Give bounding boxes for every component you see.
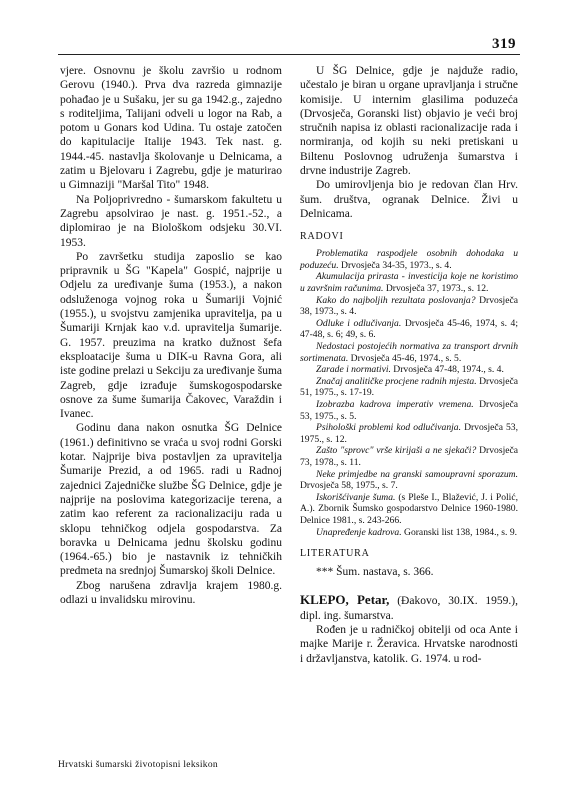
header-rule [58,54,520,55]
radovi-item: Unapređenje kadrova. Goranski list 138, 1984., s. 9. [316,526,518,538]
radovi-item: Izobrazba kadrova imperativ vremena. Drvosječa 53, 1975., s. 5. [300,398,518,422]
page-footer: Hrvatski šumarski životopisni leksikon [58,760,218,770]
page-number: 319 [492,36,516,52]
radovi-item: Neke primjedbe na granski samoupravni sporazum. Drvosječa 58, 1975., s. 7. [300,468,518,492]
radovi-item: Nedostaci postojećih normativa za transport drvnih sortimenata. Drvosječa 45-46, 1974., s. 5. [300,341,518,364]
left-paragraph-5: Zbog narušena zdravlja krajem 1980.g. odlazi u invalidsku mirovinu. [60,579,282,606]
radovi-item: Značaj analitičke procjene radnih mjesta. Drvosječa 51, 1975., s. 17-19. [300,375,518,399]
next-entry-text: Rođen je u radničkoj obitelji od oca Ante i majke Marije r. Žeravica. Hrvatske narodnosti i državljanstva, katolik. G. 1974. u rod- [300,624,518,665]
radovi-heading: RADOVI [300,231,344,243]
left-paragraph-1: vjere. Osnovnu je školu završio u rodnom Gerovu (1940.). Prva dva razreda gimnazije pohađao je u Sušaku, jer su ga 1942.g., zajedno s roditeljima, Talijani odveli u logor na Rab, a potom u Gonars kod Udina. Tu ostaje zatočen do kapitulacije Italije 1943. Tek nast. g. 1944.-45. nastavlja školovanje u Delnicama, a zatim u Bjelovaru i Zagrebu, gdje je maturirao u Gimnaziji "Maršal Tito" 1948. [60,65,282,192]
radovi-list [300,248,518,538]
next-entry-heading [300,593,518,623]
radovi-item: Zarade i normativi. Drvosječa 47-48, 1974., s. 4. [316,364,504,376]
right-paragraph-1: U ŠG Delnice, gdje je najduže radio, učestalo je biran u organe upravljanja i stručne komisije. U internim glasilima poduzeća (Drvosječa, Goranski list) objavio je veći broj stručnih napisa iz oblasti racionalizacije rada i normiranja, od kojih su neki pretiskani u Biltenu Poslovnog udruženja šumarstva i drvne industrije Zagreb. [300,65,518,178]
next-entry-name: KLEPO, Petar, [300,592,390,608]
radovi-item: Kako do najboljih rezultata poslovanja? Drvosječa 38, 1973., s. 4. [300,294,518,318]
left-paragraph-2: Na Poljoprivredno - šumarskom fakultetu u Zagrebu apsolvirao je nast. g. 1951.-52., a diplomirao je na Biološkom odsjeku 30.VI. 1953. [60,193,282,249]
radovi-item: Iskorišćivanje šuma. (s Pleše I., Blažević, J. i Polić, A.). Zbornik Šumsko gospodarstvo Delnice 1960-1980. Delnice 1981., s. 243-266. [300,491,518,526]
left-paragraph-4: Godinu dana nakon osnutka ŠG Delnice (1961.) definitivno se vraća u svoj rodni Gorski kotar. Najprije biva postavljen za upravitelja Šumarije Prezid, a od 1965. radi u Radnoj zajednici Zajedničke službe ŠG Delnice, gdje je najprije na poslovima kategorizacije terena, a zatim kao referent za racionalizaciju rada u sklopu tehničkog odjela gospodarstva. Za boravka u Delnicama jednu školsku godinu (1964.-65.) bio je nastavnik iz tehničkih predmeta na srednjoj Šumarskoj školi Delnice. [60,422,282,578]
radovi-item: Problematika raspodjele osobnih dohodaka u poduzeću. Drvosječa 34-35, 1973., s. 4. [300,248,518,271]
next-entry [300,593,518,665]
radovi-item: Zašto "sprovc" vrše kirijaši a ne sjekači? Drvosječa 73, 1978., s. 11. [300,445,519,468]
right-paragraph-2: Do umirovljenja bio je redovan član Hrv. šum. društva, ogranak Delnice. Živi u Delnicama. [300,179,518,220]
radovi-item: Psihološki problemi kod odlučivanja. Drvosječa 53, 1975., s. 12. [300,422,519,445]
literatura-item: *** Šum. nastava, s. 366. [316,566,434,579]
radovi-item: Odluke i odlučivanja. Drvosječa 45-46, 1974, s. 4; 47-48, s. 6; 49, s. 6. [300,317,519,341]
right-column [300,64,518,666]
left-column [60,64,282,607]
next-entry-intro: (Đakovo, 30.IX. 1959.), dipl. ing. šumarstva. [300,595,519,622]
left-paragraph-3: Po završetku studija zaposlio se kao pripravnik u ŠG "Kapela" Gospić, najprije u Odjelu za uređivanje šuma (1953.), a nakon odsluženoga vojnog roka u Šumariji Vojnić (1955.), u svojstvu zamjenika upravitelja, pa u Šumariji Krnjak kao v.d. upravitelja šumarije. G. 1957. preuzima na kratko dužnost šefa eksploatacije šuma u DIK-u Ravna Gora, ali iste godine prelazi u Sekciju za uređivanje šuma Zagreb, gdje izrađuje šumskogospodarske osnove za šume šumarija Čakovec, Varaždin i Ivanec. [60,250,282,421]
radovi-item: Akumulacija prirasta - investicija koje ne koristimo u završnim računima. Drvosječa 37, 1973., s. 12. [300,271,518,295]
literatura-heading: LITERATURA [300,548,370,560]
